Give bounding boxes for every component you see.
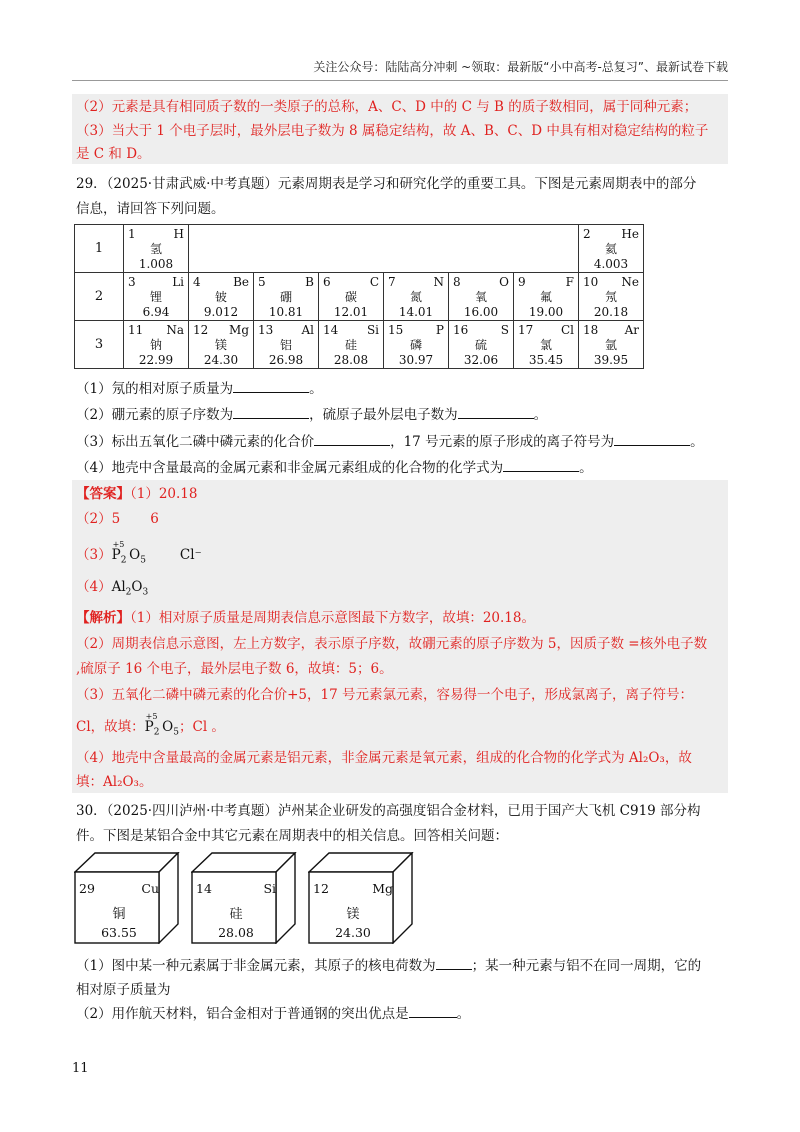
q30-sub-1b: 相对原子质量为: [76, 982, 171, 998]
q29-sub-3-mid: ，17 号元素的原子形成的离子符号为: [390, 434, 615, 450]
element-cell: [579, 321, 644, 369]
chloride-ion: Cl⁻: [179, 547, 202, 563]
element-symbol: Li: [172, 275, 184, 289]
atomic-number: 3: [128, 275, 136, 289]
element-symbol: Cu: [141, 881, 159, 896]
element-name: 氖: [604, 290, 617, 304]
atomic-mass: 20.18: [593, 305, 629, 319]
analysis-3b-suffix: ；Cl 。: [178, 719, 225, 735]
q30-sub-2-end: 。: [456, 1006, 471, 1022]
q30-sub-1a-end: ；某一种元素与铝不在同一周期，它的: [471, 958, 702, 974]
element-symbol: C: [369, 275, 379, 289]
atomic-mass: 10.81: [268, 305, 304, 319]
element-symbol: Be: [233, 275, 249, 289]
answer-blank[interactable]: [458, 404, 534, 419]
atomic-number: 2: [583, 227, 591, 241]
element-symbol: P: [435, 323, 444, 337]
element-name: 氟: [539, 290, 552, 304]
element-name: 钠: [149, 338, 162, 352]
answer-1: （1）20.18: [130, 486, 198, 502]
atomic-number: 14: [323, 323, 339, 337]
element-cell: [189, 273, 254, 321]
element-cell: [514, 273, 579, 321]
analysis-1: （1）相对原子质量是周期表信息示意图最下方数字，故填：20.18。: [130, 610, 535, 626]
q29-sub-4-text: （4）地壳中含量最高的金属元素和非金属元素组成的化合物的化学式为: [76, 460, 504, 476]
atomic-mass: 6.94: [142, 305, 170, 319]
empty-cell: [514, 225, 579, 273]
atomic-mass: 28.08: [218, 925, 254, 940]
answer-label: 【答案】: [76, 486, 130, 502]
answer-4-prefix: （4）: [76, 579, 112, 595]
element-cell: [254, 321, 319, 369]
empty-cell: [384, 225, 449, 273]
q30-sub-2-text: （2）用作航天材料，铝合金相对于普通钢的突出优点是: [76, 1006, 409, 1022]
element-symbol: H: [173, 227, 184, 241]
empty-cell: [189, 225, 254, 273]
element-symbol: F: [565, 275, 574, 289]
answer-blank[interactable]: [436, 955, 472, 970]
element-symbol: Al: [301, 323, 314, 337]
atomic-mass: 24.30: [203, 353, 239, 367]
q30-stem-2: 件。下图是某铝合金中其它元素在周期表中的相关信息。回答相关问题：: [76, 828, 508, 844]
atomic-mass: 4.003: [593, 257, 629, 271]
q29-answer-line-4: [76, 576, 726, 604]
element-symbol: Mg: [372, 881, 393, 896]
periodic-table: [74, 224, 644, 369]
element-name: 碳: [344, 290, 357, 304]
header-rule: [72, 80, 728, 81]
element-name: 氮: [409, 290, 422, 304]
atomic-mass: 63.55: [101, 925, 137, 940]
element-name: 硼: [279, 290, 292, 304]
period-row: [75, 225, 644, 273]
element-symbol: Mg: [229, 323, 249, 337]
q29-analysis-line-1: [76, 607, 726, 629]
atomic-mass: 28.08: [333, 353, 369, 367]
q29-sub-2-end: 。: [533, 407, 548, 423]
prev-answer-line-3b: 是 C 和 D。: [76, 146, 151, 162]
element-symbol: N: [433, 275, 444, 289]
atomic-mass: 30.97: [398, 353, 434, 367]
q30-sub-1a-text: （1）图中某一种元素属于非金属元素，其原子的核电荷数为: [76, 958, 436, 974]
q29-sub-1-text: （1）氖的相对原子质量为: [76, 381, 234, 397]
element-name: 硅: [229, 907, 243, 922]
period-row: [75, 273, 644, 321]
element-cell: [579, 225, 644, 273]
q29-analysis-line-4b: 填：Al₂O₃。: [76, 774, 153, 790]
element-name: 氩: [604, 338, 617, 352]
p2o5-formula: +5 $P_2$ $O_5$: [112, 544, 146, 572]
answer-2: （2）5: [76, 511, 121, 527]
q29-answer-line-3: [76, 540, 726, 572]
q29-analysis-line-2b: ,硫原子 16 个电子，最外层电子数 6，故填：5；6。: [76, 661, 393, 677]
analysis-3b-prefix: Cl，故填：: [76, 719, 145, 735]
answer-3-prefix: （3）: [76, 547, 112, 563]
prev-answer-line-2: （2）元素是具有相同质子数的一类原子的总称，A、C、D 中的 C 与 B 的质子数相同，属于同种元素；: [76, 99, 698, 115]
q29-sub-4: [76, 457, 726, 479]
element-name: 氦: [604, 242, 617, 256]
answer-blank[interactable]: [233, 378, 309, 393]
atomic-mass: 32.06: [463, 353, 499, 367]
answer-2-value: 6: [150, 511, 159, 527]
period-number: 3: [75, 321, 124, 369]
element-cell: [449, 273, 514, 321]
q29-answer-line-1: [76, 483, 726, 505]
atomic-number: 7: [388, 275, 396, 289]
atomic-mass: 1.008: [138, 257, 174, 271]
q29-sub-3-end: 。: [690, 434, 704, 450]
q29-stem-2: 信息，请回答下列问题。: [76, 201, 225, 217]
q29-sub-1: [76, 378, 726, 400]
element-cell: [384, 273, 449, 321]
element-name: 硫: [474, 338, 487, 352]
element-symbol: Cl: [560, 323, 574, 337]
atomic-number: 17: [518, 323, 534, 337]
element-cell: [319, 321, 384, 369]
element-name: 氯: [539, 338, 552, 352]
atomic-mass: 24.30: [335, 925, 371, 940]
valence-mark: +5: [145, 712, 158, 721]
q29-sub-3-text: （3）标出五氧化二磷中磷元素的化合价: [76, 434, 315, 450]
element-cell: [189, 321, 254, 369]
element-cell: [124, 273, 189, 321]
element-symbol: B: [305, 275, 314, 289]
atomic-mass: 19.00: [528, 305, 564, 319]
atomic-mass: 22.99: [138, 353, 174, 367]
q29-sub-4-end: 。: [579, 460, 593, 476]
element-cube: [191, 852, 297, 944]
q29-answer-line-2: [76, 508, 726, 530]
p2o5-formula: +5 $P_2$ $O_5$: [145, 716, 179, 744]
element-cell: [254, 273, 319, 321]
element-symbol: Ar: [624, 323, 639, 337]
atomic-number: 16: [453, 323, 469, 337]
answer-blank[interactable]: [314, 431, 390, 446]
answer-blank[interactable]: [233, 404, 309, 419]
element-symbol: He: [621, 227, 639, 241]
atomic-number: 12: [193, 323, 209, 337]
element-symbol: Si: [366, 323, 379, 337]
element-name: 硅: [344, 338, 357, 352]
element-cell: [384, 321, 449, 369]
atomic-mass: 35.45: [528, 353, 564, 367]
element-cell: [449, 321, 514, 369]
element-cell: [579, 273, 644, 321]
element-name: 镁: [346, 907, 360, 922]
atomic-number: 12: [313, 881, 329, 896]
q30-sub-2: [76, 1003, 726, 1025]
period-number: 1: [75, 225, 124, 273]
atomic-mass: 9.012: [203, 305, 239, 319]
empty-cell: [254, 225, 319, 273]
atomic-number: 10: [583, 275, 599, 289]
al2o3-formula: $Al_2O_3$: [111, 579, 149, 598]
element-name: 镁: [214, 338, 227, 352]
q29-sub-3: [76, 431, 726, 453]
q29-sub-1-end: 。: [309, 381, 323, 397]
atomic-mass: 14.01: [398, 305, 434, 319]
answer-blank[interactable]: [409, 1003, 457, 1018]
atomic-number: 15: [388, 323, 404, 337]
valence-mark: +5: [112, 540, 125, 549]
element-name: 铍: [214, 290, 227, 304]
answer-blank[interactable]: [503, 457, 579, 472]
element-symbol: S: [500, 323, 509, 337]
q29-sub-2-text: （2）硼元素的原子序数为: [76, 407, 234, 423]
element-cell: [514, 321, 579, 369]
page-number: 11: [72, 1061, 89, 1076]
atomic-number: 8: [453, 275, 461, 289]
element-symbol: Ne: [621, 275, 639, 289]
element-name: 铝: [279, 338, 292, 352]
atomic-number: 1: [128, 227, 136, 241]
q29-sub-2-mid: ，硫原子最外层电子数为: [309, 407, 458, 423]
header-note: 关注公众号：陆陆高分冲刺 ~领取：最新版“小中高考-总复习”、最新试卷下载: [313, 60, 728, 74]
element-cell: [124, 321, 189, 369]
atomic-number: 9: [518, 275, 526, 289]
period-number: 2: [75, 273, 124, 321]
element-cube: [308, 852, 414, 944]
atomic-number: 11: [128, 323, 144, 337]
q29-analysis-line-2a: （2）周期表信息示意图，左上方数字，表示原子序数，故硼元素的原子序数为 5，因质子数 =核外电子数: [76, 636, 708, 652]
prev-answer-line-3a: （3）当大于 1 个电子层时，最外层电子数为 8 属稳定结构，故 A、B、C、D 中具有相对稳定结构的粒子: [76, 123, 709, 139]
q29-analysis-line-3b: [76, 712, 726, 744]
element-name: 氢: [149, 242, 162, 256]
empty-cell: [319, 225, 384, 273]
atomic-number: 29: [79, 881, 95, 896]
element-name: 铜: [112, 907, 126, 922]
atomic-number: 5: [258, 275, 266, 289]
element-symbol: Si: [263, 881, 276, 896]
element-cube: [74, 852, 180, 944]
element-cell: [124, 225, 189, 273]
element-symbol: Na: [166, 323, 184, 337]
q29-analysis-line-3a: （3）五氧化二磷中磷元素的化合价+5，17 号元素氯元素，容易得一个电子，形成氯离子，离子符号：: [76, 687, 693, 703]
element-symbol: O: [499, 275, 509, 289]
atomic-mass: 12.01: [333, 305, 369, 319]
q30-sub-1a: [76, 955, 726, 977]
q30-stem-1: 30．（2025·四川泸州·中考真题）泸州某企业研发的高强度铝合金材料，已用于国产大飞机 C919 部分构: [76, 803, 701, 819]
q29-stem-1: 29．（2025·甘肃武威·中考真题）元素周期表是学习和研究化学的重要工具。下图是元素周期表中的部分: [76, 176, 697, 192]
period-row: [75, 321, 644, 369]
atomic-number: 14: [196, 881, 212, 896]
empty-cell: [449, 225, 514, 273]
element-name: 磷: [409, 338, 422, 352]
atomic-number: 6: [323, 275, 331, 289]
atomic-number: 18: [583, 323, 599, 337]
atomic-mass: 16.00: [463, 305, 499, 319]
analysis-label: 【解析】: [76, 610, 130, 626]
element-name: 锂: [149, 290, 162, 304]
atomic-number: 13: [258, 323, 274, 337]
atomic-mass: 39.95: [593, 353, 629, 367]
atomic-number: 4: [193, 275, 201, 289]
element-cell: [319, 273, 384, 321]
element-name: 氧: [474, 290, 487, 304]
atomic-mass: 26.98: [268, 353, 304, 367]
answer-blank[interactable]: [614, 431, 690, 446]
q29-analysis-line-4a: （4）地壳中含量最高的金属元素是铝元素，非金属元素是氧元素，组成的化合物的化学式为 Al₂O₃，故: [76, 750, 692, 766]
q29-sub-2: [76, 404, 726, 426]
